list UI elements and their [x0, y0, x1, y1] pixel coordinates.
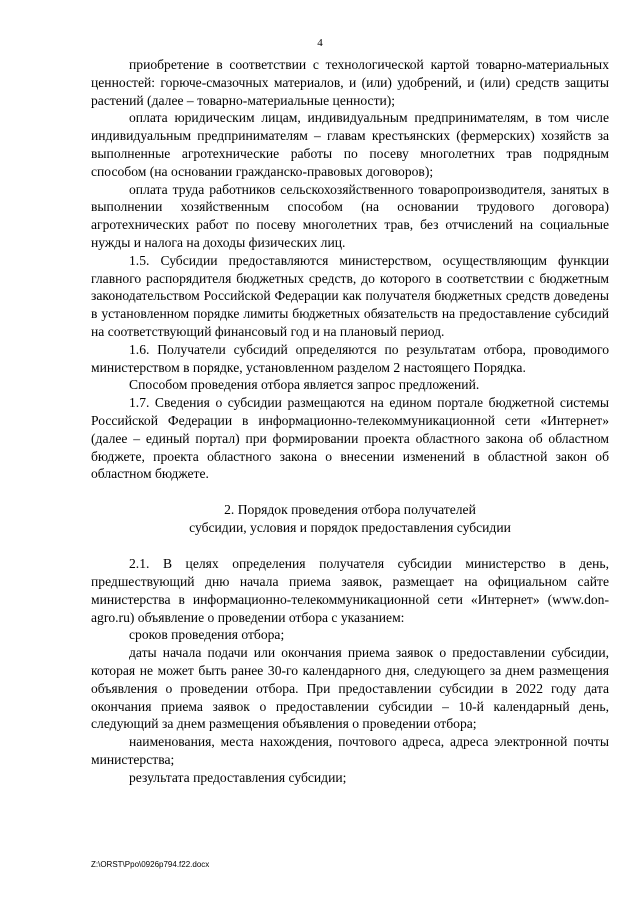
paragraph: Способом проведения отбора является запрос предложений. — [129, 377, 480, 393]
paragraph: оплата труда работников сельскохозяйственного товаропроизводителя, занятых в выполнении хозяйственным способом (на основании трудового договора) агротехнических работ по посеву многолетних трав, без отчислений на социальные нужды и налога на доходы физических лиц. — [91, 181, 609, 250]
paragraph: приобретение в соответствии с технологической картой товарно-материальных ценностей: горюче-смазочных материалов, и (или) удобрений, и (или) средств защиты растений (далее – товарно-материальные ценности); — [91, 57, 609, 108]
paragraph: 1.6. Получатели субсидий определяются по результатам отбора, проводимого министерством в порядке, установленном разделом 2 настоящего Порядка. — [91, 341, 609, 375]
paragraph: 2.1. В целях определения получателя субсидии министерство в день, предшествующий дню начала приема заявок, размещает на официальном сайте министерства в информационно-телекоммуникационной сети «Интернет» (www.don-agro.ru) объявление о проведении отбора с указанием: — [91, 556, 609, 625]
paragraph: 1.5. Субсидии предоставляются министерством, осуществляющим функции главного распорядителя бюджетных средств, до которого в соответствии с бюджетным законодательством Российской Федерации как получателя бюджетных средств доведены в установленном порядке лимиты бюджетных обязательств на предоставление субсидий на соответствующий финансовый год и на плановый период. — [91, 252, 609, 339]
paragraph: 1.7. Сведения о субсидии размещаются на едином портале бюджетной системы Российской Федерации в информационно-телекоммуникационной сети «Интернет» (далее – единый портал) при формировании проекта областного закона об областном бюджете, проекта областного закона о внесении изменений в областной закон об областном бюджете. — [91, 395, 609, 482]
section-heading-line: 2. Порядок проведения отбора получателей — [224, 502, 476, 518]
paragraph: даты начала подачи или окончания приема заявок о предоставлении субсидии, которая не может быть ранее 30-го календарного дня, следующего за днем размещения объявления о проведении отбора. При предоставлении субсидии в 2022 году дата окончания приема заявок о предоставлении субсидии – 10-й календарный день, следующий за днем размещения объявления о проведении отбора; — [91, 645, 609, 732]
page-number: 4 — [317, 37, 323, 49]
file-path-footer: Z:\ORST\Ppo\0926p794.f22.docx — [91, 860, 210, 869]
paragraph: оплата юридическим лицам, индивидуальным предпринимателям, в том числе индивидуальным предпринимателям – главам крестьянских (фермерских) хозяйств за выполненные агротехнические работы по посеву многолетних трав подрядным способом (на основании гражданско-правовых договоров); — [91, 110, 609, 179]
section-heading-line: субсидии, условия и порядок предоставления субсидии — [189, 520, 511, 536]
document-body — [91, 56, 609, 786]
paragraph: наименования, места нахождения, почтового адреса, адреса электронной почты министерства; — [91, 734, 609, 767]
section-heading — [91, 501, 609, 537]
paragraph: сроков проведения отбора; — [129, 627, 285, 643]
paragraph: результата предоставления субсидии; — [129, 769, 347, 785]
